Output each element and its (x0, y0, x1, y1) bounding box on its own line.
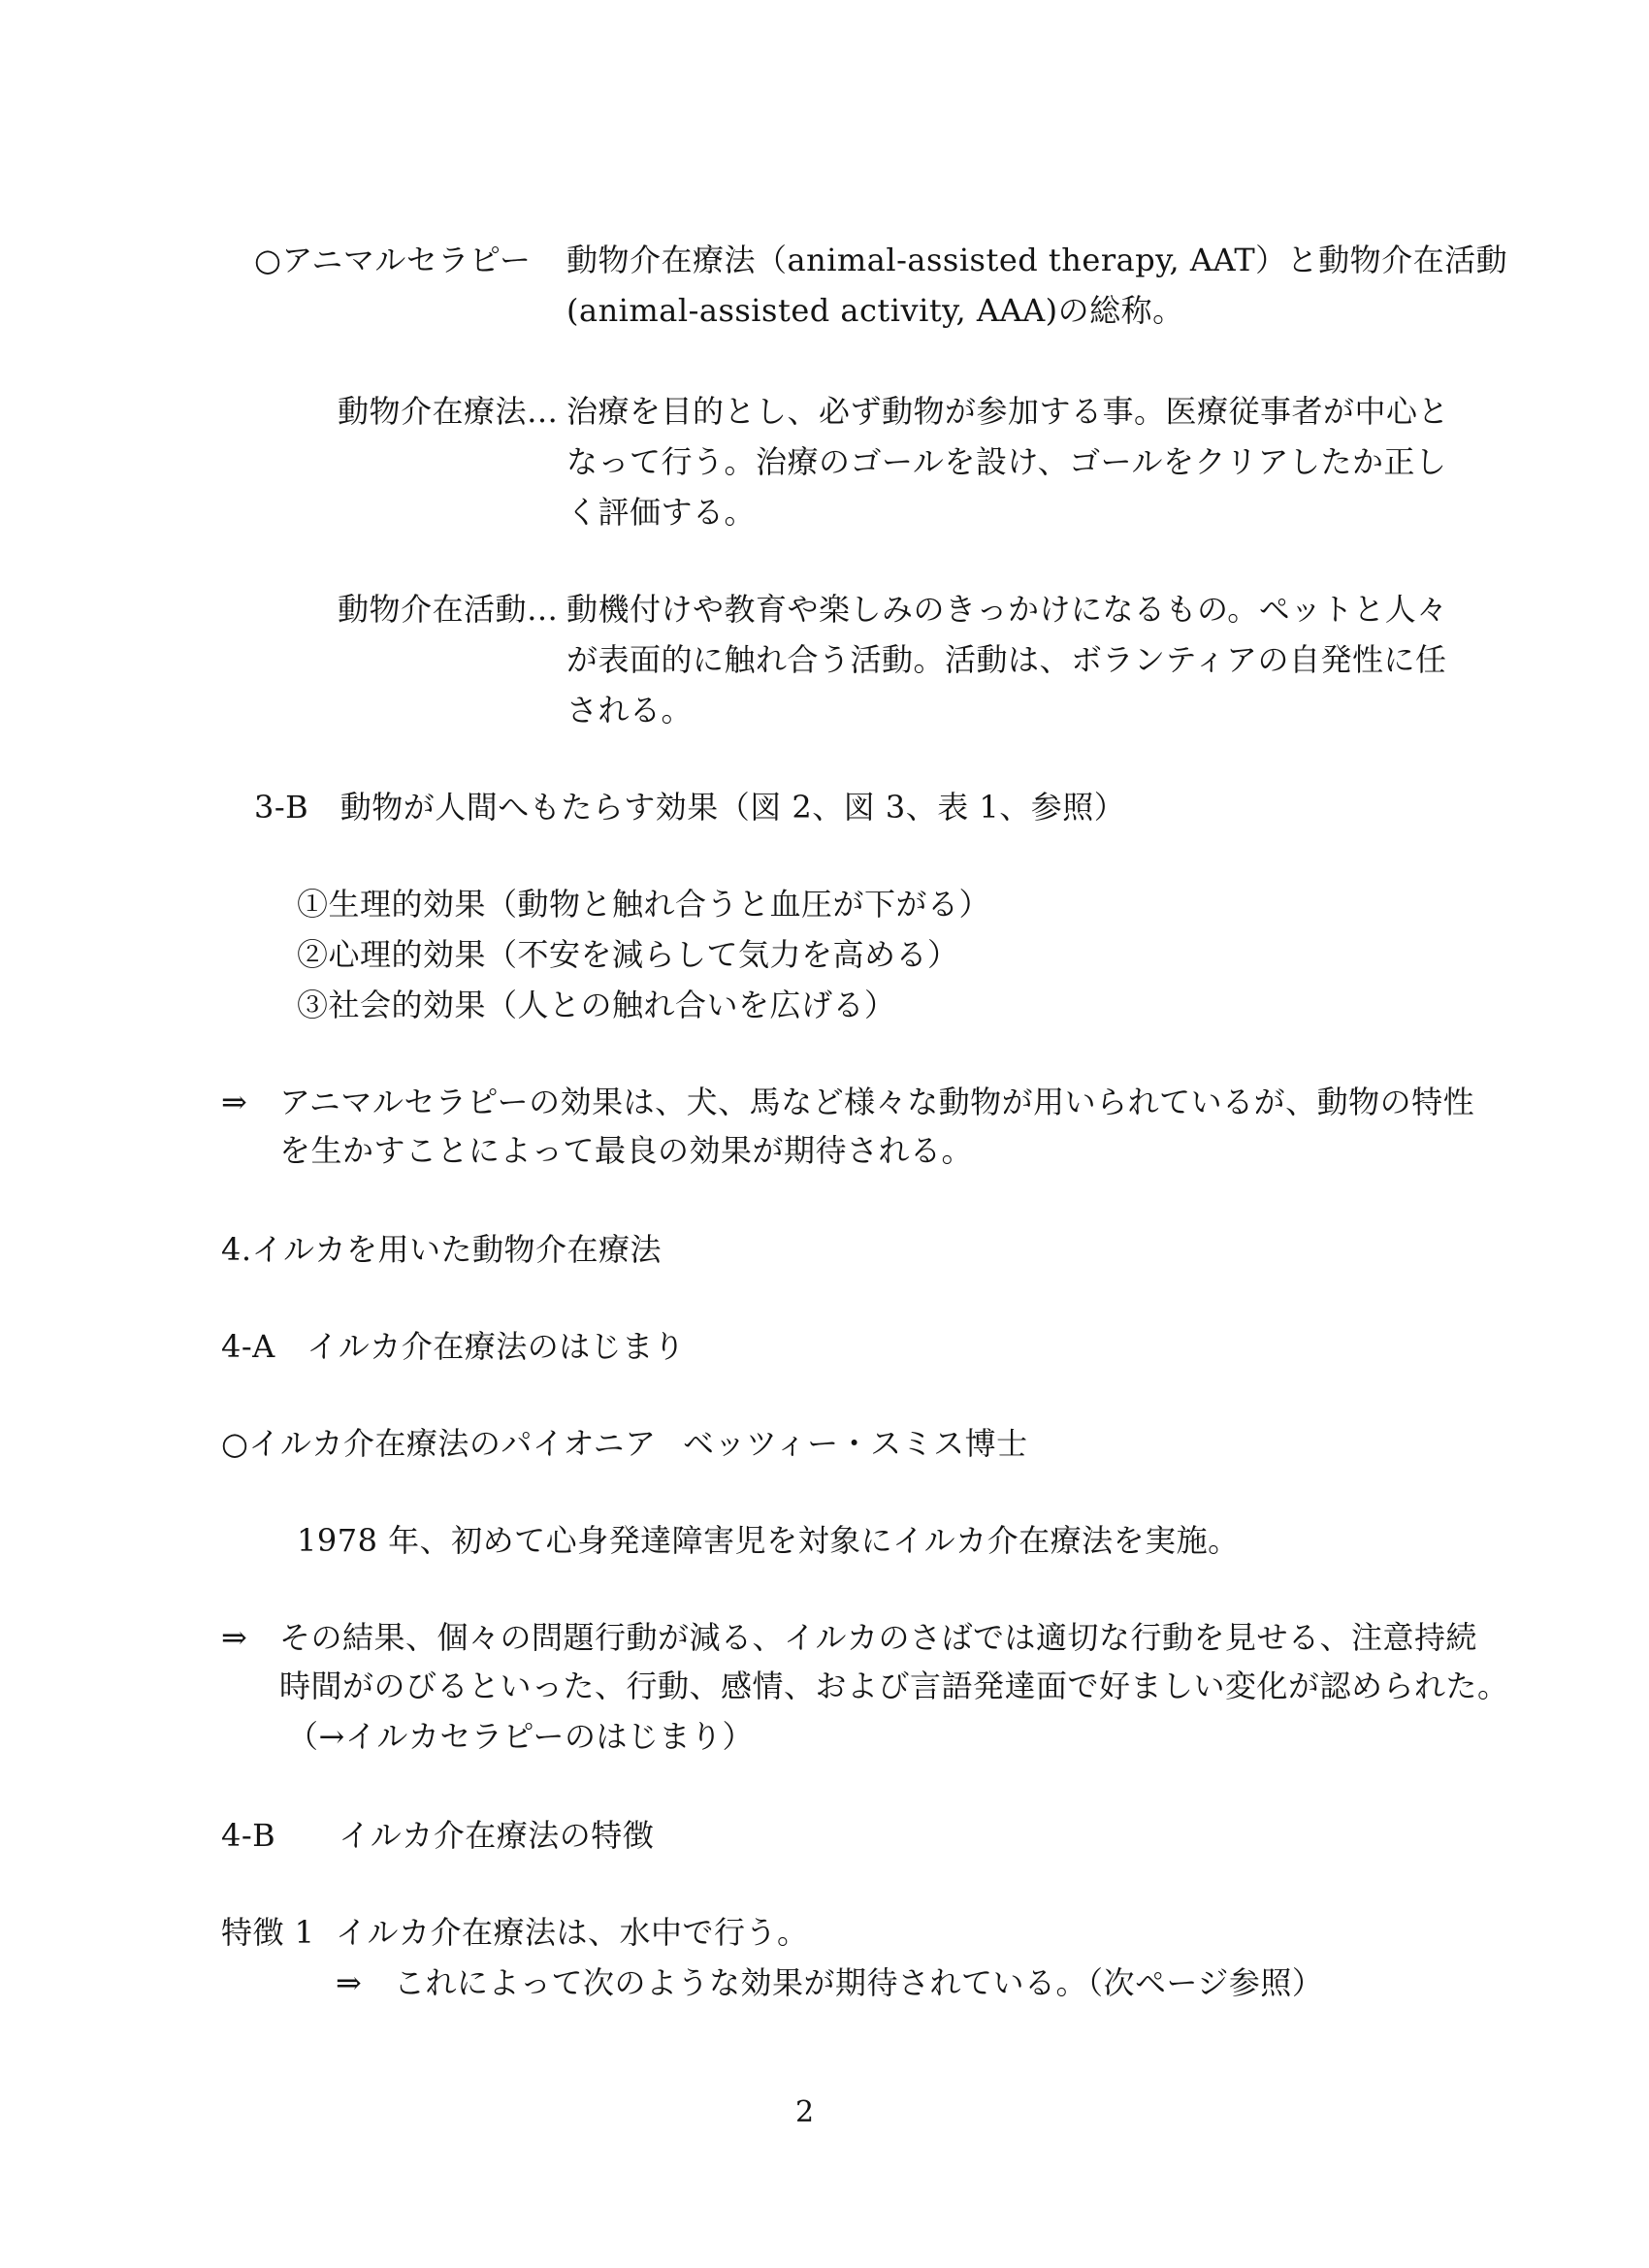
result-line-2: 時間がのびるといった、行動、感情、および言語発達面で好ましい変化が認められた。 (279, 1668, 1509, 1704)
history-line: 1978 年、初めて心身発達障害児を対象にイルカ介在療法を実施。 (297, 1522, 1240, 1559)
feature-label: 特徴 1 (221, 1914, 315, 1951)
aaa-line-3: される。 (566, 692, 694, 729)
conclusion-arrow: ⇒ (221, 1084, 248, 1120)
aat-line-2: なって行う。治療のゴールを設け、ゴールをクリアしたか正し (566, 443, 1447, 480)
conclusion-line-2: を生かすことによって最良の効果が期待される。 (279, 1132, 974, 1169)
effect-item-2: ②心理的効果（不安を減らして気力を高める） (297, 936, 959, 973)
aaa-line-1: 動機付けや教育や楽しみのきっかけになるもの。ペットと人々 (566, 591, 1448, 628)
definition-line-2: (animal-assisted activity, AAA)の総称。 (566, 292, 1184, 329)
result-line-1: その結果、個々の問題行動が減る、イルカのさばでは適切な行動を見せる、注意持続 (279, 1619, 1478, 1656)
section-3b-heading: 3-B 動物が人間へもたらす効果（図 2、図 3、表 1、参照） (254, 789, 1126, 826)
result-note: （→イルカセラピーのはじまり） (287, 1718, 755, 1755)
definition-line-1: 動物介在療法（animal-assisted therapy, AAT）と動物介在活動 (566, 242, 1508, 278)
pioneer-label: ○イルカ介在療法のパイオニア (221, 1425, 657, 1462)
feature-text: イルカ介在療法は、水中で行う。 (336, 1914, 809, 1951)
aat-line-3: く評価する。 (566, 494, 757, 531)
section-4a-heading: 4-A イルカ介在療法のはじまり (221, 1328, 686, 1365)
feature-arrow: ⇒ (336, 1964, 363, 2001)
aat-term: 動物介在療法… (338, 393, 559, 430)
feature-note: これによって次のような効果が期待されている。（次ページ参照） (394, 1964, 1324, 2001)
animal-therapy-heading: ○アニマルセラピー (254, 242, 532, 278)
aaa-line-2: が表面的に触れ合う活動。活動は、ボランティアの自発性に任 (566, 641, 1447, 678)
effect-item-3: ③社会的効果（人との触れ合いを広げる） (297, 987, 896, 1023)
conclusion-line-1: アニマルセラピーの効果は、犬、馬など様々な動物が用いられているが、動物の特性 (279, 1084, 1475, 1120)
aat-line-1: 治療を目的とし、必ず動物が参加する事。医療従事者が中心と (566, 393, 1450, 430)
aaa-term: 動物介在活動… (338, 591, 559, 628)
page-number: 2 (795, 2095, 815, 2129)
effect-item-1: ①生理的効果（動物と触れ合うと血圧が下がる） (297, 886, 991, 923)
result-arrow: ⇒ (221, 1619, 248, 1656)
pioneer-name: ベッツィー・スミス博士 (683, 1425, 1028, 1462)
section-4-heading: 4.イルカを用いた動物介在療法 (221, 1231, 663, 1268)
section-4b-heading: 4-B イルカ介在療法の特徴 (221, 1817, 655, 1854)
